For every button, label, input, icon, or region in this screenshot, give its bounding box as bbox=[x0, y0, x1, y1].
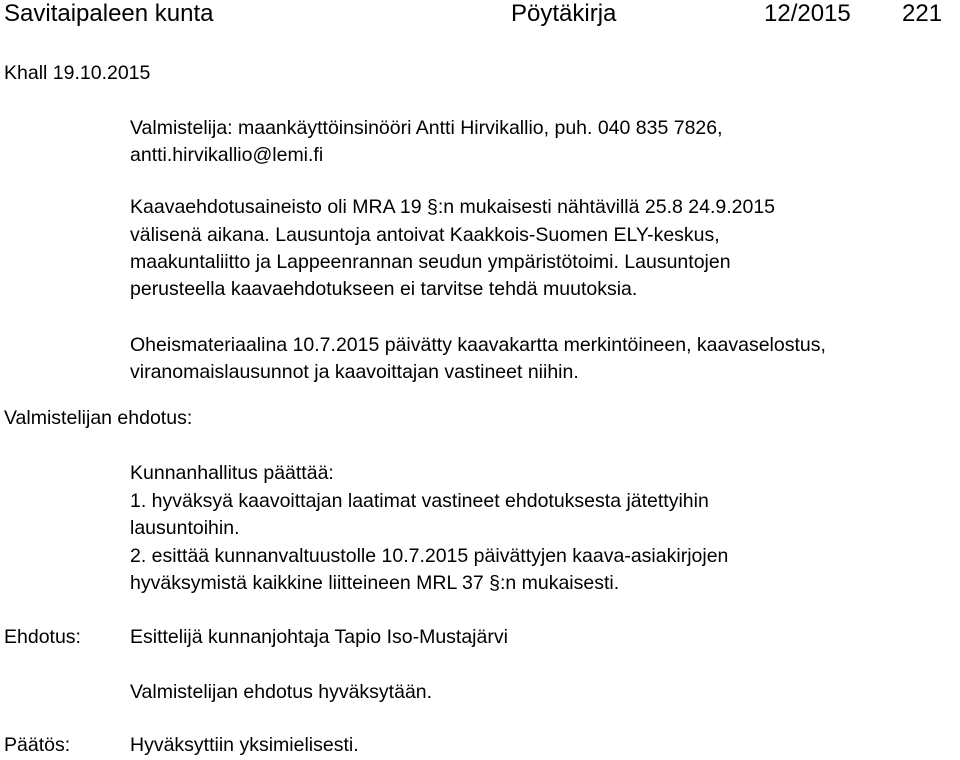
preparer-line: Valmistelija: maankäyttöinsinööri Antti Hirvikallio, puh. 040 835 7826, bbox=[130, 117, 723, 139]
motion-label: Ehdotus: bbox=[4, 626, 81, 648]
summary-line: maakuntaliitto ja Lappeenrannan seudun ympäristötoimi. Lausuntojen bbox=[130, 251, 731, 273]
preparer-email: antti.hirvikallio@lemi.fi bbox=[130, 144, 324, 166]
summary-line: Kaavaehdotusaineisto oli MRA 19 §:n mukaisesti nähtävillä 25.8 24.9.2015 bbox=[130, 196, 776, 218]
proposal-line: 1. hyväksyä kaavoittajan laatimat vastineet ehdotuksesta jätettyihin bbox=[130, 490, 709, 512]
page-number: 221 bbox=[902, 0, 943, 27]
decision-text: Hyväksyttiin yksimielisesti. bbox=[130, 734, 359, 756]
decision-label: Päätös: bbox=[4, 734, 71, 756]
attachments-line: viranomaislausunnot ja kaavoittajan vastineet niihin. bbox=[130, 361, 579, 383]
document-number: 12/2015 bbox=[764, 0, 851, 27]
motion-text: Valmistelijan ehdotus hyväksytään. bbox=[130, 681, 433, 703]
proposal-line: Kunnanhallitus päättää: bbox=[130, 462, 334, 484]
proposal-label: Valmistelijan ehdotus: bbox=[4, 407, 193, 429]
proposal-line: hyväksymistä kaikkine liitteineen MRL 37 §:n mukaisesti. bbox=[130, 572, 620, 594]
document-type: Pöytäkirja bbox=[511, 0, 617, 27]
proposal-line: lausuntoihin. bbox=[130, 517, 240, 539]
organization-name: Savitaipaleen kunta bbox=[4, 0, 214, 27]
summary-line: välisenä aikana. Lausuntoja antoivat Kaakkois-Suomen ELY-keskus, bbox=[130, 224, 720, 246]
motion-presenter: Esittelijä kunnanjohtaja Tapio Iso-Mustajärvi bbox=[130, 626, 508, 648]
attachments-line: Oheismateriaalina 10.7.2015 päivätty kaavakartta merkintöineen, kaavaselostus, bbox=[130, 334, 826, 356]
proposal-line: 2. esittää kunnanvaltuustolle 10.7.2015 päivättyjen kaava-asiakirjojen bbox=[130, 545, 729, 567]
summary-line: perusteella kaavaehdotukseen ei tarvitse tehdä muutoksia. bbox=[130, 278, 638, 300]
meeting-body-date: Khall 19.10.2015 bbox=[4, 62, 151, 84]
